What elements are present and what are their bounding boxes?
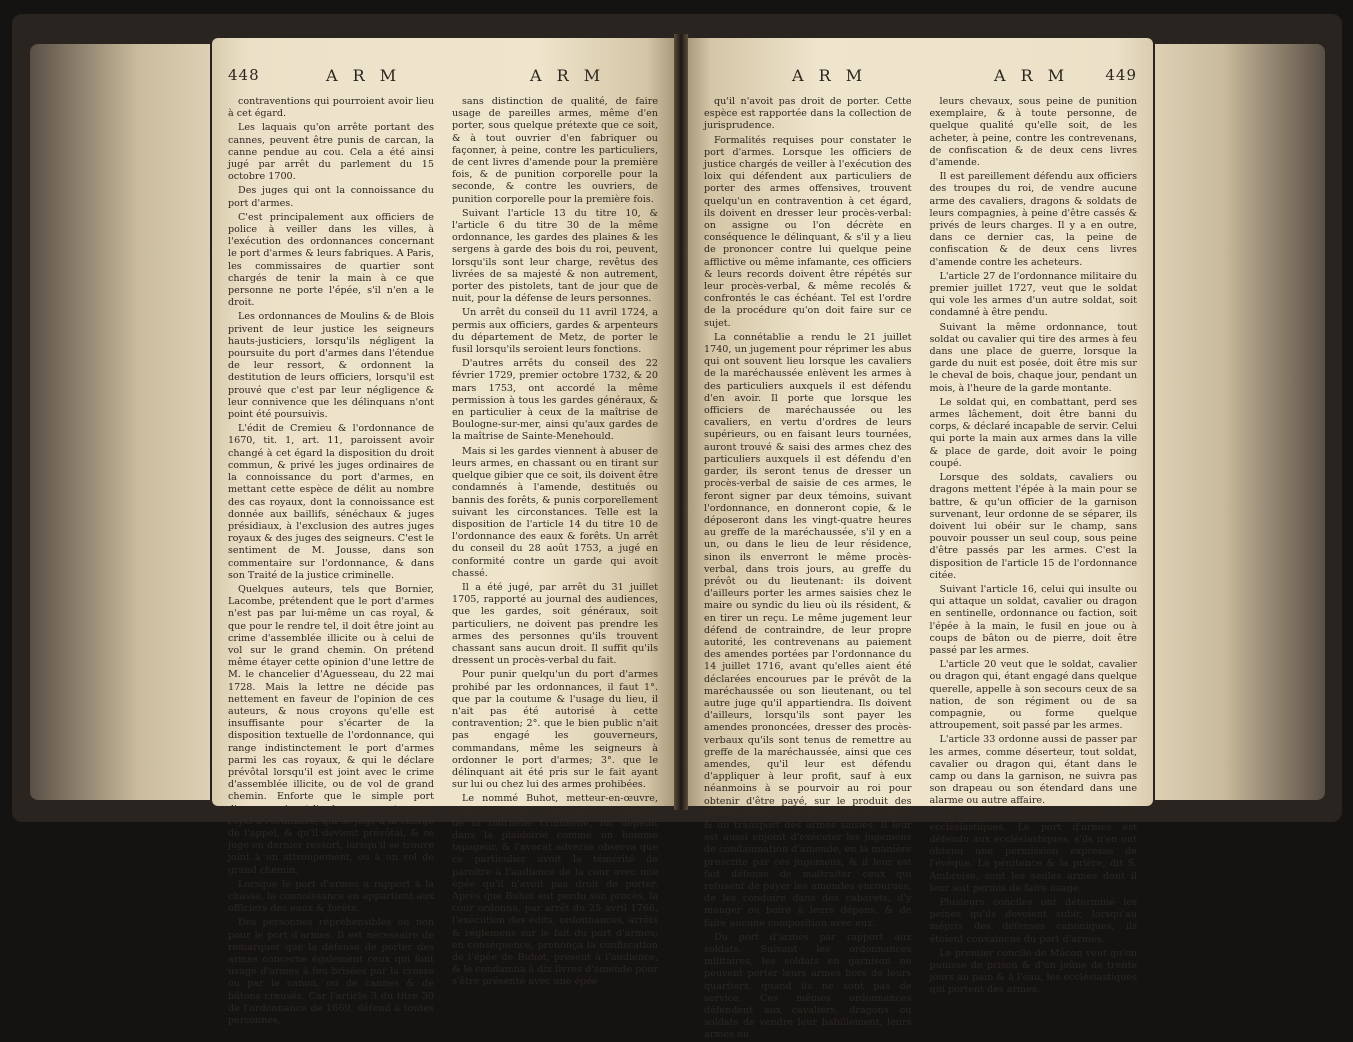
right-running-head-1: A R M	[792, 66, 868, 85]
paragraph: L'article 27 de l'ordonnance militaire du premier juillet 1727, veut que le soldat qui vole les armes d'un autre soldat, soit condamné à être pendu.	[929, 270, 1137, 319]
paragraph: Lorsque des soldats, cavaliers ou dragons mettent l'épée à la main pour se battre, & qu'un officier de la garnison survenant, leur ordonne de se séparer, ils doivent lui obéir sur le champ, sans pouvoir pousser un seul coup, sous peine d'être passés par les armes. C'est la disposition de l'article 15 de l'ordonnance citée.	[929, 472, 1137, 581]
left-page	[212, 38, 674, 1027]
right-page-header	[704, 66, 1137, 88]
right-page-columns	[704, 96, 1137, 1041]
paragraph: L'édit de Cremieu & l'ordonnance de 1670, tit. 1, art. 11, paroissent avoir changé à cet égard la disposition du droit commun, & privé les juges ordinaires de la connoissance du port d'armes, en mettant cette espèce de délit au nombre des cas royaux, dont la connoissance est donnée aux baillifs, sénéchaux & juges présidiaux, à l'exclusion des autres juges royaux & des juges des seigneurs. C'est le sentiment de M. Jousse, dans son commentaire sur l'ordonnance, & dans son Traité de la justice criminelle.	[228, 423, 434, 581]
right-column-1	[704, 96, 912, 1041]
paragraph: contraventions qui pourroient avoir lieu à cet égard.	[228, 96, 434, 120]
paragraph: Le nommé Buhot, metteur-en-œuvre, ayant en son nom une cause à l'audience de la tournelle criminelle, fut dépêint dans la plaidoirie comme un homme tapageur, & l'avocat adverse observa que ce particulier avoit la témérité de paroître à l'audience de la cour avec une épée qu'il n'avoit pas droit de porter. Après que Buhot eut perdu son procès, la cour ordonna, par arrêt du 25 avril 1766, l'exécution des édits, ordonnances, arrêts & réglemens sur le fait du port d'armes; en conséquence, prononça la confiscation de l'épée de Buhot, présent à l'audience, & le condamna à dix livres d'amende pour s'être présenté avec une épée	[452, 793, 658, 988]
left-running-head-2: A R M	[530, 66, 606, 85]
paragraph: D'autres arrêts du conseil des 22 février 1729, premier octobre 1732, & 20 mars 1753, ont accordé la même permission à tous les gardes généraux, & en particulier à ceux de la maîtrise de Boulogne-sur-mer, ainsi qu'aux gardes de la maîtrise de Sainte-Menehould.	[452, 358, 658, 443]
left-page-number: 448	[228, 66, 260, 84]
paragraph: sans distinction de qualité, de faire usage de pareilles armes, même d'en porter, sous quelque prétexte que ce soit, & à tout ouvrier d'en fabriquer ou façonner, à peine, contre les particuliers, de cent livres d'amende pour la première fois, & de punition corporelle pour la seconde, & contre les ouvriers, de punition corporelle pour la première fois.	[452, 96, 658, 205]
paragraph: Les laquais qu'on arrête portant des cannes, peuvent être punis de carcan, la canne pendue au cou. Cela a été ainsi jugé par arrêt du parlement du 15 octobre 1700.	[228, 122, 434, 183]
paragraph: Les ordonnances de Moulins & de Blois privent de leur justice les seigneurs hauts-justiciers, lorsqu'ils négligent la poursuite du port d'armes dans l'étendue de leur ressort, & ordonnent la destitution de leurs officiers, lorsqu'il est prouvé que c'est par leur négligence & leur connivence que les délinquans n'ont point été poursuivis.	[228, 311, 434, 421]
right-page-number: 449	[1105, 66, 1137, 84]
paragraph: Suivant l'article 16, celui qui insulte ou qui attaque un soldat, cavalier ou dragon en sentinelle, ordonnance ou faction, soit l'épée à la main, le fusil en joue ou à coups de bâton ou de pierre, doit être passé par les armes.	[929, 583, 1137, 656]
paragraph: Le soldat qui, en combattant, perd ses armes lâchement, doit être banni du corps, & déclaré incapable de servir. Celui qui porte la main aux armes dans la ville & place de garde, doit avoir le poing coupé.	[929, 396, 1137, 469]
paragraph: Plusieurs conciles ont déterminé les peines qu'ils devoient subir, lorsqu'au mépris des défenses canoniques, ils étoient convaincus du port d'armes.	[929, 897, 1137, 945]
right-page	[688, 38, 1153, 1041]
left-column-1	[228, 96, 434, 1027]
paragraph: Formalités requises pour constater le port d'armes. Lorsque les officiers de justice chargés de veiller à l'exécution des loix qui défendent aux particuliers de porter des armes offensives, trouvent quelqu'un en contravention à cet égard, ils doivent en dresser leur procès-verbal: on assigne ou l'on décrète en conséquence le délinquant, & s'il y a lieu de prononcer contre lui quelque peine afflictive ou même infamante, ces officiers & leurs records doivent être répétés sur leur procès-verbal, & même recolés & confrontés le cas échéant. Tel est l'ordre de la procédure qu'on doit faire sur ce sujet.	[704, 134, 912, 329]
paragraph: Un arrêt du conseil du 11 avril 1724, a permis aux officiers, gardes & arpenteurs du département de Metz, de porter le fusil lorsqu'ils seroient leurs fonctions.	[452, 307, 658, 356]
right-running-head-2: A R M	[994, 66, 1070, 85]
book-spine	[674, 34, 688, 810]
left-page-header	[228, 66, 658, 88]
left-page-edge	[30, 44, 210, 800]
paragraph: La connétablie a rendu le 21 juillet 1740, un jugement pour réprimer les abus qui ont souvent lieu lorsque les cavaliers de la maréchaussée enlèvent les armes à des particuliers auxquels il est défendu d'en avoir. Il porte que lorsque les officiers de maréchaussée ou les cavaliers, en vertu d'ordres de leurs supérieurs, ou en faisant leurs tournées, auront trouvé & saisi des armes chez des particuliers auxquels il est défendu d'en garder, ils seront tenus de dresser un procès-verbal de saisie de ces armes, le feront signer par deux témoins, suivant l'ordonnance, en donneront copie, & le déposeront dans les vingt-quatre heures au greffe de la maréchaussée, s'il y en a un, ou dans le lieu de leur résidence, sinon ils enverront le même procès-verbal, dans trois jours, au greffe du prévôt ou du lieutenant: ils doivent d'ailleurs porter les armes saisies chez le maire ou syndic du lieu où ils résident, & en tirer un reçu. Le même jugement leur défend de contraindre, de leur propre autorité, les contrevenans au paiement des amendes portées par l'ordonnance du 14 juillet 1716, avant qu'elles aient été déclarées encourues par le prévôt de la maréchaussée ou son lieutenant, ou tel autre juge qu'il appartiendra. Ils doivent d'ailleurs, lorsqu'ils sont payer les amendes prononcées, dresser des procès-verbaux qu'ils sont tenus de remettre au greffe de la maréchaussée, ainsi que ces amendes, qu'il leur est défendu d'appliquer à leur profit, sauf à eux néanmoins à se pourvoir au roi pour obtenir d'être payé, sur le produit des mêmes amendes, de leurs frais de course & du transport des armes saisies. Il leur est aussi enjoint d'exécuter les jugemens de condamnation d'amende, en la manière prescrite par ces jugemens, & il leur est fait défense de maltraiter ceux qui refusent de payer les amendes encourues, de les conduire dans des cabarets, d'y manger ou boire à leurs dépens, & de faire aucune composition avec eux.	[704, 331, 912, 929]
paragraph: Lorsque le port d'armes a rapport à la chasse, la connoissance en appartient aux officiers des eaux & forêts.	[228, 878, 434, 915]
paragraph: Des juges qui ont la connoissance du port d'armes.	[228, 185, 434, 209]
paragraph: Le premier concile de Mâcon veut qu'on punisse de prison & d'un jeûne de trente jours au pain & à l'eau, les ecclésiastiques qui portent des armes.	[929, 947, 1137, 996]
paragraph: Il a été jugé, par arrêt du 31 juillet 1705, rapporté au journal des audiences, que les gardes, soit généraux, soit particuliers, ne doivent pas prendre les armes des personnes qu'ils trouvent chassant sans aucun droit. Il suffit qu'ils dressent un procès-verbal du fait.	[452, 581, 658, 667]
paragraph: qu'il n'avoit pas droit de porter. Cette espèce est rapportée dans la collection de jurisprudence.	[704, 96, 912, 132]
paragraph: Quelques auteurs, tels que Bornier, Lacombe, prétendent que le port d'armes n'est pas par lui-même un cas royal, & que pour le rendre tel, il doit être joint au crime d'assemblée illicite ou à celui de vol sur le grand chemin. On prétend même étayer cette opinion d'une lettre de M. le chancelier d'Aguesseau, du 22 mai 1728. Mais la lettre ne décide pas nettement en faveur de l'opinion de ces auteurs, & nous croyons qu'elle est insuffisante pour s'écarter de la disposition textuelle de l'ordonnance, qui range indistinctement le port d'armes parmi les cas royaux, & qui le déclare prévôtal lorsqu'il est joint avec le crime d'assemblée illicite, ou de vol de grand chemin. Enforte que le simple port d'armes, suivant l'ordonnance, est un cas royal à l'ordinaire, qui se juge à la charge de l'appel, & qu'il devient prévôtal, & se juge en dernier ressort, lorsqu'il se trouve joint à un attroupement, ou à un vol de grand chemin.	[228, 583, 434, 876]
right-page-edge	[1155, 44, 1325, 800]
paragraph: Du port d'armes par rapport aux soldats. Suivant les ordonnances militaires, les soldats en garnison ne peuvent porter leurs armes hors de leurs quartiers, quand ils ne sont pas de service. Ces mêmes ordonnances défendent aux cavaliers, dragons ou soldats de vendre leur habillement, leurs armes ou	[704, 931, 912, 1041]
paragraph: Pour punir quelqu'un du port d'armes prohibé par les ordonnances, il faut 1°. que par la coutume & l'usage du lieu, il n'ait pas été autorisé à cette contravention; 2°. que le bien public n'ait pas engagé les gouverneurs, commandans, même les seigneurs à ordonner le port d'armes; 3°. que le délinquant ait été pris sur le fait ayant sur lui ou chez lui des armes prohibées.	[452, 669, 658, 791]
paragraph: Des personnes répréhensibles ou non pour le port d'armes. Il est nécessaire de remarquer que la défense de porter des armes concerne également ceux qui font usage d'armes à feu brisées par la crosse ou par le canon, ou de cannes & de bâtons creusés. Car l'article 3 du titre 30 de l'ordonnance de 1669, défend à toutes personnes,	[228, 917, 434, 1027]
left-column-2	[452, 96, 658, 988]
left-running-head-1: A R M	[326, 66, 402, 85]
paragraph: C'est principalement aux officiers de police à veiller dans les villes, à l'exécution des ordonnances concernant le port d'armes & leurs fabriques. A Paris, les commissaires de quartier sont chargés de tenir la main à ce que personne ne porte l'épée, s'il n'en a le droit.	[228, 211, 434, 309]
paragraph: L'article 20 veut que le soldat, cavalier ou dragon qui, étant engagé dans quelque querelle, appelle à son secours ceux de sa nation, de son régiment ou de sa compagnie, ou forme quelque attroupement, soit passé par les armes.	[929, 659, 1137, 732]
left-page-columns	[228, 96, 658, 1027]
paragraph: Suivant l'article 13 du titre 10, & l'article 6 du titre 30 de la même ordonnance, les gardes des plaines & les sergens à garde des bois du roi, peuvent, lorsqu'ils sont leur charge, revêtus des livrées de sa majesté & non autrement, porter des pistolets, tant de jour que de nuit, pour la défense de leurs personnes.	[452, 207, 658, 305]
paragraph: Suivant la même ordonnance, tout soldat ou cavalier qui tire des armes à feu dans une place de guerre, lorsque la garde du nuit est posée, doit être mis sur le cheval de bois, chaque jour, pendant un mois, à l'heure de la garde montante.	[929, 321, 1137, 394]
paragraph: Il est pareillement défendu aux officiers des troupes du roi, de vendre aucune arme des cavaliers, dragons & soldats de leurs compagnies, à peine d'être cassés & privés de leurs charges. Il y a en outre, dans ce dernier cas, la peine de confiscation & de deux cens livres d'amende contre les acheteurs.	[929, 171, 1137, 268]
paragraph: Mais si les gardes viennent à abuser de leurs armes, en chassant ou en tirant sur quelque gibier que ce soit, ils doivent être condamnés à l'amende, destitués ou bannis des forêts, & punis corporellement suivant les circonstances. Telle est la disposition de l'article 14 du titre 10 de l'ordonnance des eaux & forêts. Un arrêt du conseil du 28 août 1753, a jugé en conformité contre un garde qui avoit chassé.	[452, 445, 658, 579]
paragraph: L'article 33 ordonne aussi de passer par les armes, comme déserteur, tout soldat, cavalier ou dragon qui, étant dans le camp ou dans la garnison, ne suivra pas son drapeau ou son étendard dans une alarme ou autre affaire.	[929, 734, 1137, 807]
paragraph: Du port d'armes par rapport aux ecclésiastiques. Le port d'armes est défendu aux ecclésiastiques, s'ils n'en ont obtenu une permission expresse de l'évêque. La pénitence & la prière, dit S. Ambroise, sont les seules armes dont il leur soit permis de faire usage.	[929, 809, 1137, 894]
paragraph: leurs chevaux, sous peine de punition exemplaire, & à toute personne, de quelque qualité qu'elle soit, de les acheter, à peine, contre les contrevenans, de confiscation & de deux cens livres d'amende.	[929, 96, 1137, 169]
right-column-2	[929, 96, 1138, 996]
book	[12, 14, 1342, 1041]
